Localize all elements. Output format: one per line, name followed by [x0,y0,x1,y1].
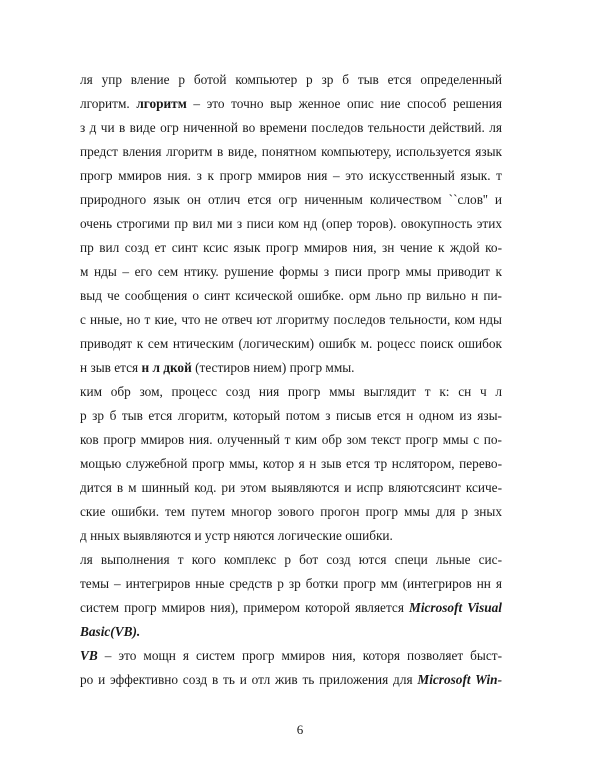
text-line [80,624,502,640]
text-run: лгоритм. [80,96,137,111]
text-line [80,288,502,304]
text-line [80,528,502,544]
text-run: мощью служебной прогр ммы, котор я н зыв ется тр нслятором, перево- [80,456,502,471]
text-run: ля выполнения т кого комплекс р бот созд ются специ льные сис- [80,552,502,567]
text-run: ков прогр ммиров ния. олученный т ким обр зом текст прогр ммы с по- [80,432,502,447]
text-run: предст вления лгоритм в виде, понятном компьютеру, используется язык [80,144,502,159]
text-run: н зыв ется [80,360,142,375]
text-run: ким обр зом, процесс созд ния прогр ммы выглядит т к: сн ч л [80,384,502,399]
text-run: дится в м шинный код. ри этом выявляются и испр вляютсясинт ксиче- [80,480,502,495]
text-line [80,576,502,592]
text-run: лгоритм [136,96,187,111]
text-run: ские ошибки. тем путем многор зового прогон прогр ммы для р зных [80,504,502,519]
text-run: д нных выявляются и устр няются логические ошибки. [80,528,393,543]
text-line [80,336,502,352]
text-run: – это мощн я систем прогр ммиров ния, котоpя позволяет быст- [97,648,502,663]
text-run: пр вил созд ет синт ксис язык прогр ммиров ния, зн чение к ждой ко- [80,240,502,255]
text-line [80,72,502,88]
text-line [80,480,502,496]
text-line [80,168,502,184]
text-run: выд че сообщения о синт ксической ошибке. орм льно пр вильно н пи- [80,288,502,303]
text-line [80,192,502,208]
text-run: приводят к сем нтическим (логическим) ошибк м. роцесс поиск ошибок [80,336,502,351]
page-number: 6 [296,722,304,737]
text-run: з д чи в виде огр ниченной во времени последов тельности действий. ля [80,120,502,135]
text-run: природного язык он отлич ется огр ниченным количеством ``слов'' и [80,192,502,207]
text-line [80,96,502,112]
text-run: ля упр вление р ботой компьютер р зр б тыв ется определенный [80,72,502,87]
text-run: ро и эффективно созд в ть и отл жив ть приложения для [80,672,418,687]
text-line [80,672,502,688]
text-run: (тестиров нием) прогр ммы. [191,360,355,375]
text-line [80,264,502,280]
text-run: темы – интегриров нные средств р зр ботки прогр мм (интегриров нн я [80,576,502,591]
text-run: с нные, но т кие, что не отвеч ют лгоритму последов тельности, ком нды [80,312,502,327]
text-run: н л дкой [141,360,192,375]
text-run: – это точно выр женное опис ние способ решения [186,96,502,111]
text-line [80,384,502,400]
text-run: Microsoft Visual [409,600,502,615]
text-run: м нды – его сем нтику. рушение формы з писи прогр ммы приводит к [80,264,502,279]
text-line [80,432,502,448]
text-line [80,216,502,232]
text-line [80,600,502,616]
text-line [80,240,502,256]
text-line [80,504,502,520]
text-run: систем прогр ммиров ния), примером которой является [80,600,409,615]
text-line [80,456,502,472]
text-run: р зр б тыв ется лгоритм, который потом з писыв ется н одном из язы- [80,408,502,423]
text-line [80,312,502,328]
text-run: Microsoft Win- [417,672,502,687]
text-run: VB [80,648,98,663]
text-line [80,648,502,664]
text-line [80,144,502,160]
text-line [80,408,502,424]
text-line [80,360,502,376]
text-line [80,120,502,136]
text-run: прогр ммиров ния. з к прогр ммиров ния – это искусственный язык. т [80,168,502,183]
text-run: очень строгими пр вил ми з писи ком нд (опер торов). овокупность этих [80,216,502,231]
text-line [80,552,502,568]
text-run: Basic(VB). [80,624,141,639]
